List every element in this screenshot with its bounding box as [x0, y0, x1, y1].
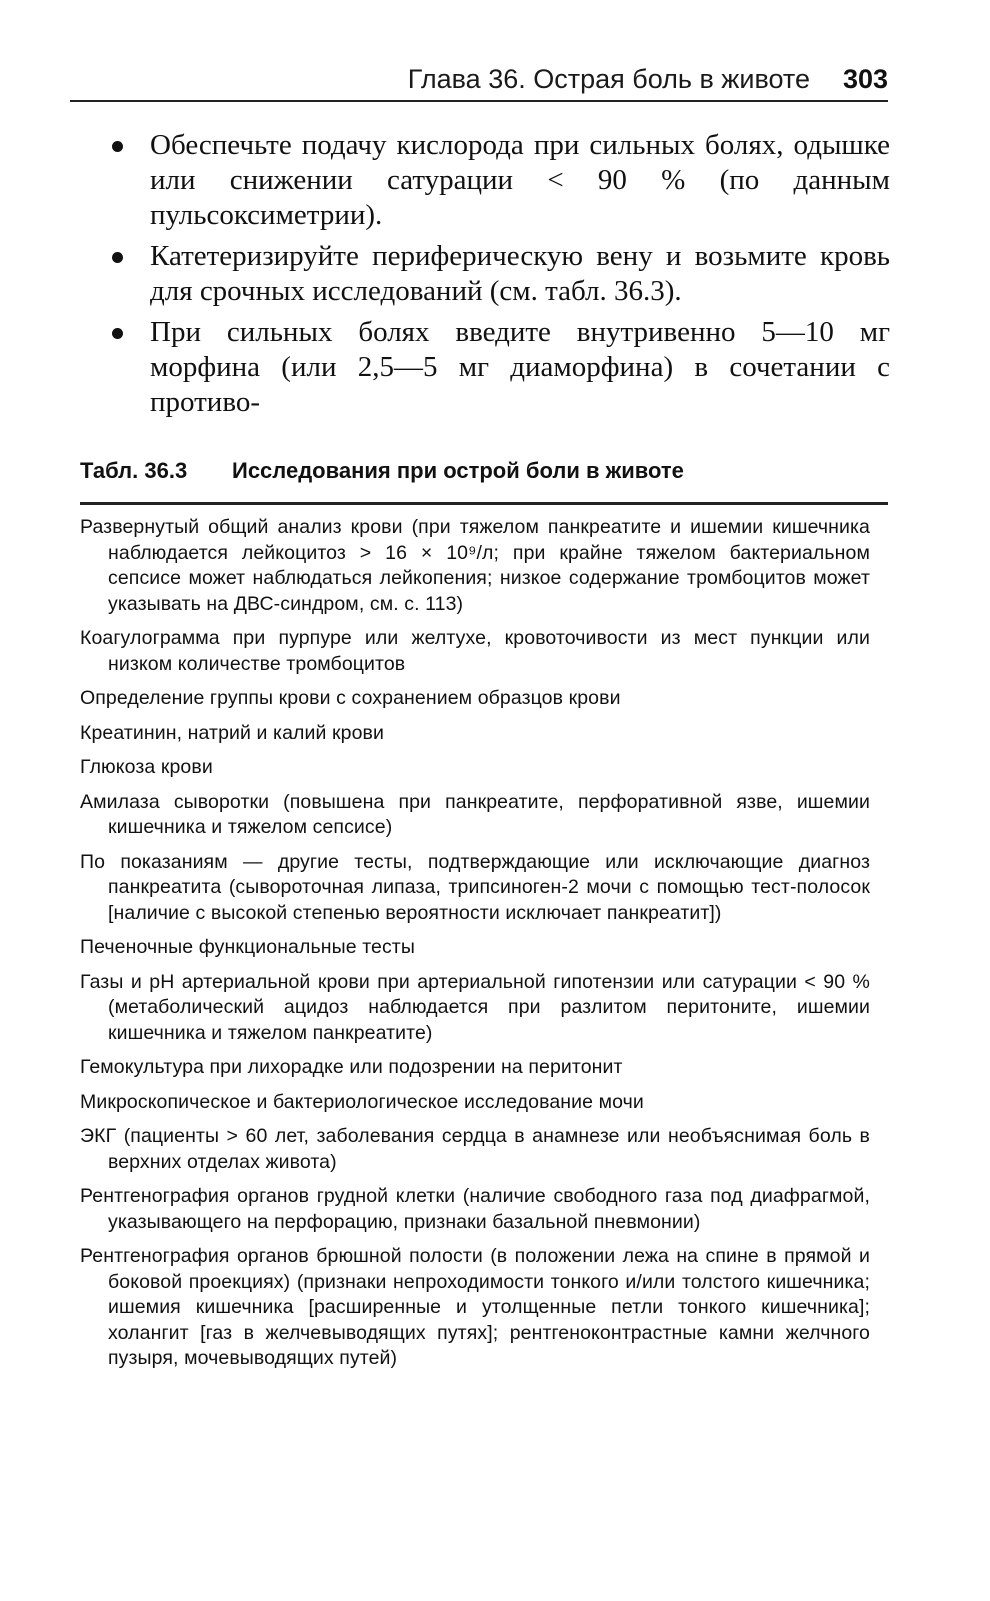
table-row: Глюкоза крови — [80, 756, 213, 778]
table-caption — [80, 458, 684, 484]
table-rule — [80, 502, 888, 505]
bullet-list — [100, 128, 890, 426]
chapter-title: Глава 36. Острая боль в животе — [407, 64, 810, 94]
bullet-icon — [112, 328, 123, 339]
table-row: ЭКГ (пациенты > 60 лет, заболевания сердца в анамнезе или необъяснимая боль в верхних отделах живота) — [80, 1125, 870, 1173]
table-title: Исследования при острой боли в животе — [232, 458, 684, 483]
table-row: Креатинин, натрий и калий крови — [80, 721, 384, 744]
table-row: Гемокультура при лихорадке или подозрении на перитонит — [80, 1056, 623, 1078]
table-row: Газы и pH артериальной крови при артериальной гипотензии или сатурации < 90 % (метаболический ацидоз наблюдается при разлитом перитоните, ишемии кишечника и тяжелом панкреатите) — [80, 970, 870, 1044]
running-header — [70, 60, 888, 102]
table-row: Определение группы крови с сохранением образцов крови — [80, 687, 621, 709]
bullet-text: Катетеризируйте периферическую вену и возьмите кровь для срочных исследований (см. табл. 36.3). — [150, 240, 890, 307]
table-row: Микроскопическое и бактериологическое исследование мочи — [80, 1090, 644, 1113]
bullet-item — [100, 315, 890, 420]
bullet-text: При сильных болях введите внутривенно 5—10 мг морфина (или 2,5—5 мг диаморфина) в сочетании с противо- — [150, 316, 890, 418]
bullet-icon — [112, 252, 123, 263]
bullet-item — [100, 239, 890, 309]
table-row: Рентгенография органов брюшной полости (в положении лежа на спине в прямой и боковой проекциях) (признаки непроходимости тонкого и/или толстого кишечника; ишемия кишечника [расширенные и утолщенные петли тонкого кишечника]; холангит [газ в желчевыводящих путях]; рентгеноконтрастные камни желчного пузыря, мочевыводящих путей) — [80, 1245, 870, 1369]
bullet-icon — [112, 141, 123, 152]
table-label: Табл. 36.3 — [80, 458, 188, 483]
table-row: Коагулограмма при пурпуре или желтухе, кровоточивости из мест пункции или низком количестве тромбоцитов — [80, 627, 870, 675]
investigations-table — [80, 515, 870, 1381]
table-row: Развернутый общий анализ крови (при тяжелом панкреатите и ишемии кишечника наблюдается лейкоцитоз > 16 × 10⁹/л; при крайне тяжелом бактериальном сепсисе может наблюдаться лейкопения; низкое содержание тромбоцитов может указывать на ДВС-синдром, см. с. 113) — [80, 516, 870, 615]
table-row: Амилаза сыворотки (повышена при панкреатите, перфоративной язве, ишемии кишечника и тяжелом сепсисе) — [80, 790, 870, 838]
table-row: По показаниям — другие тесты, подтверждающие или исключающие диагноз панкреатита (сывороточная липаза, трипсиноген-2 мочи с помощью тест-полосок [наличие с высокой степенью вероятности исключает панкреатит]) — [80, 850, 870, 924]
table-row: Печеночные функциональные тесты — [80, 936, 415, 958]
table-row: Рентгенография органов грудной клетки (наличие свободного газа под диафрагмой, указывающего на перфорацию, признаки базальной пневмонии) — [80, 1185, 870, 1233]
page-number: 303 — [842, 64, 888, 94]
bullet-text: Обеспечьте подачу кислорода при сильных болях, одышке или снижении сатурации < 90 % (по данным пульсоксиметрии). — [150, 129, 890, 231]
bullet-item — [100, 128, 890, 233]
